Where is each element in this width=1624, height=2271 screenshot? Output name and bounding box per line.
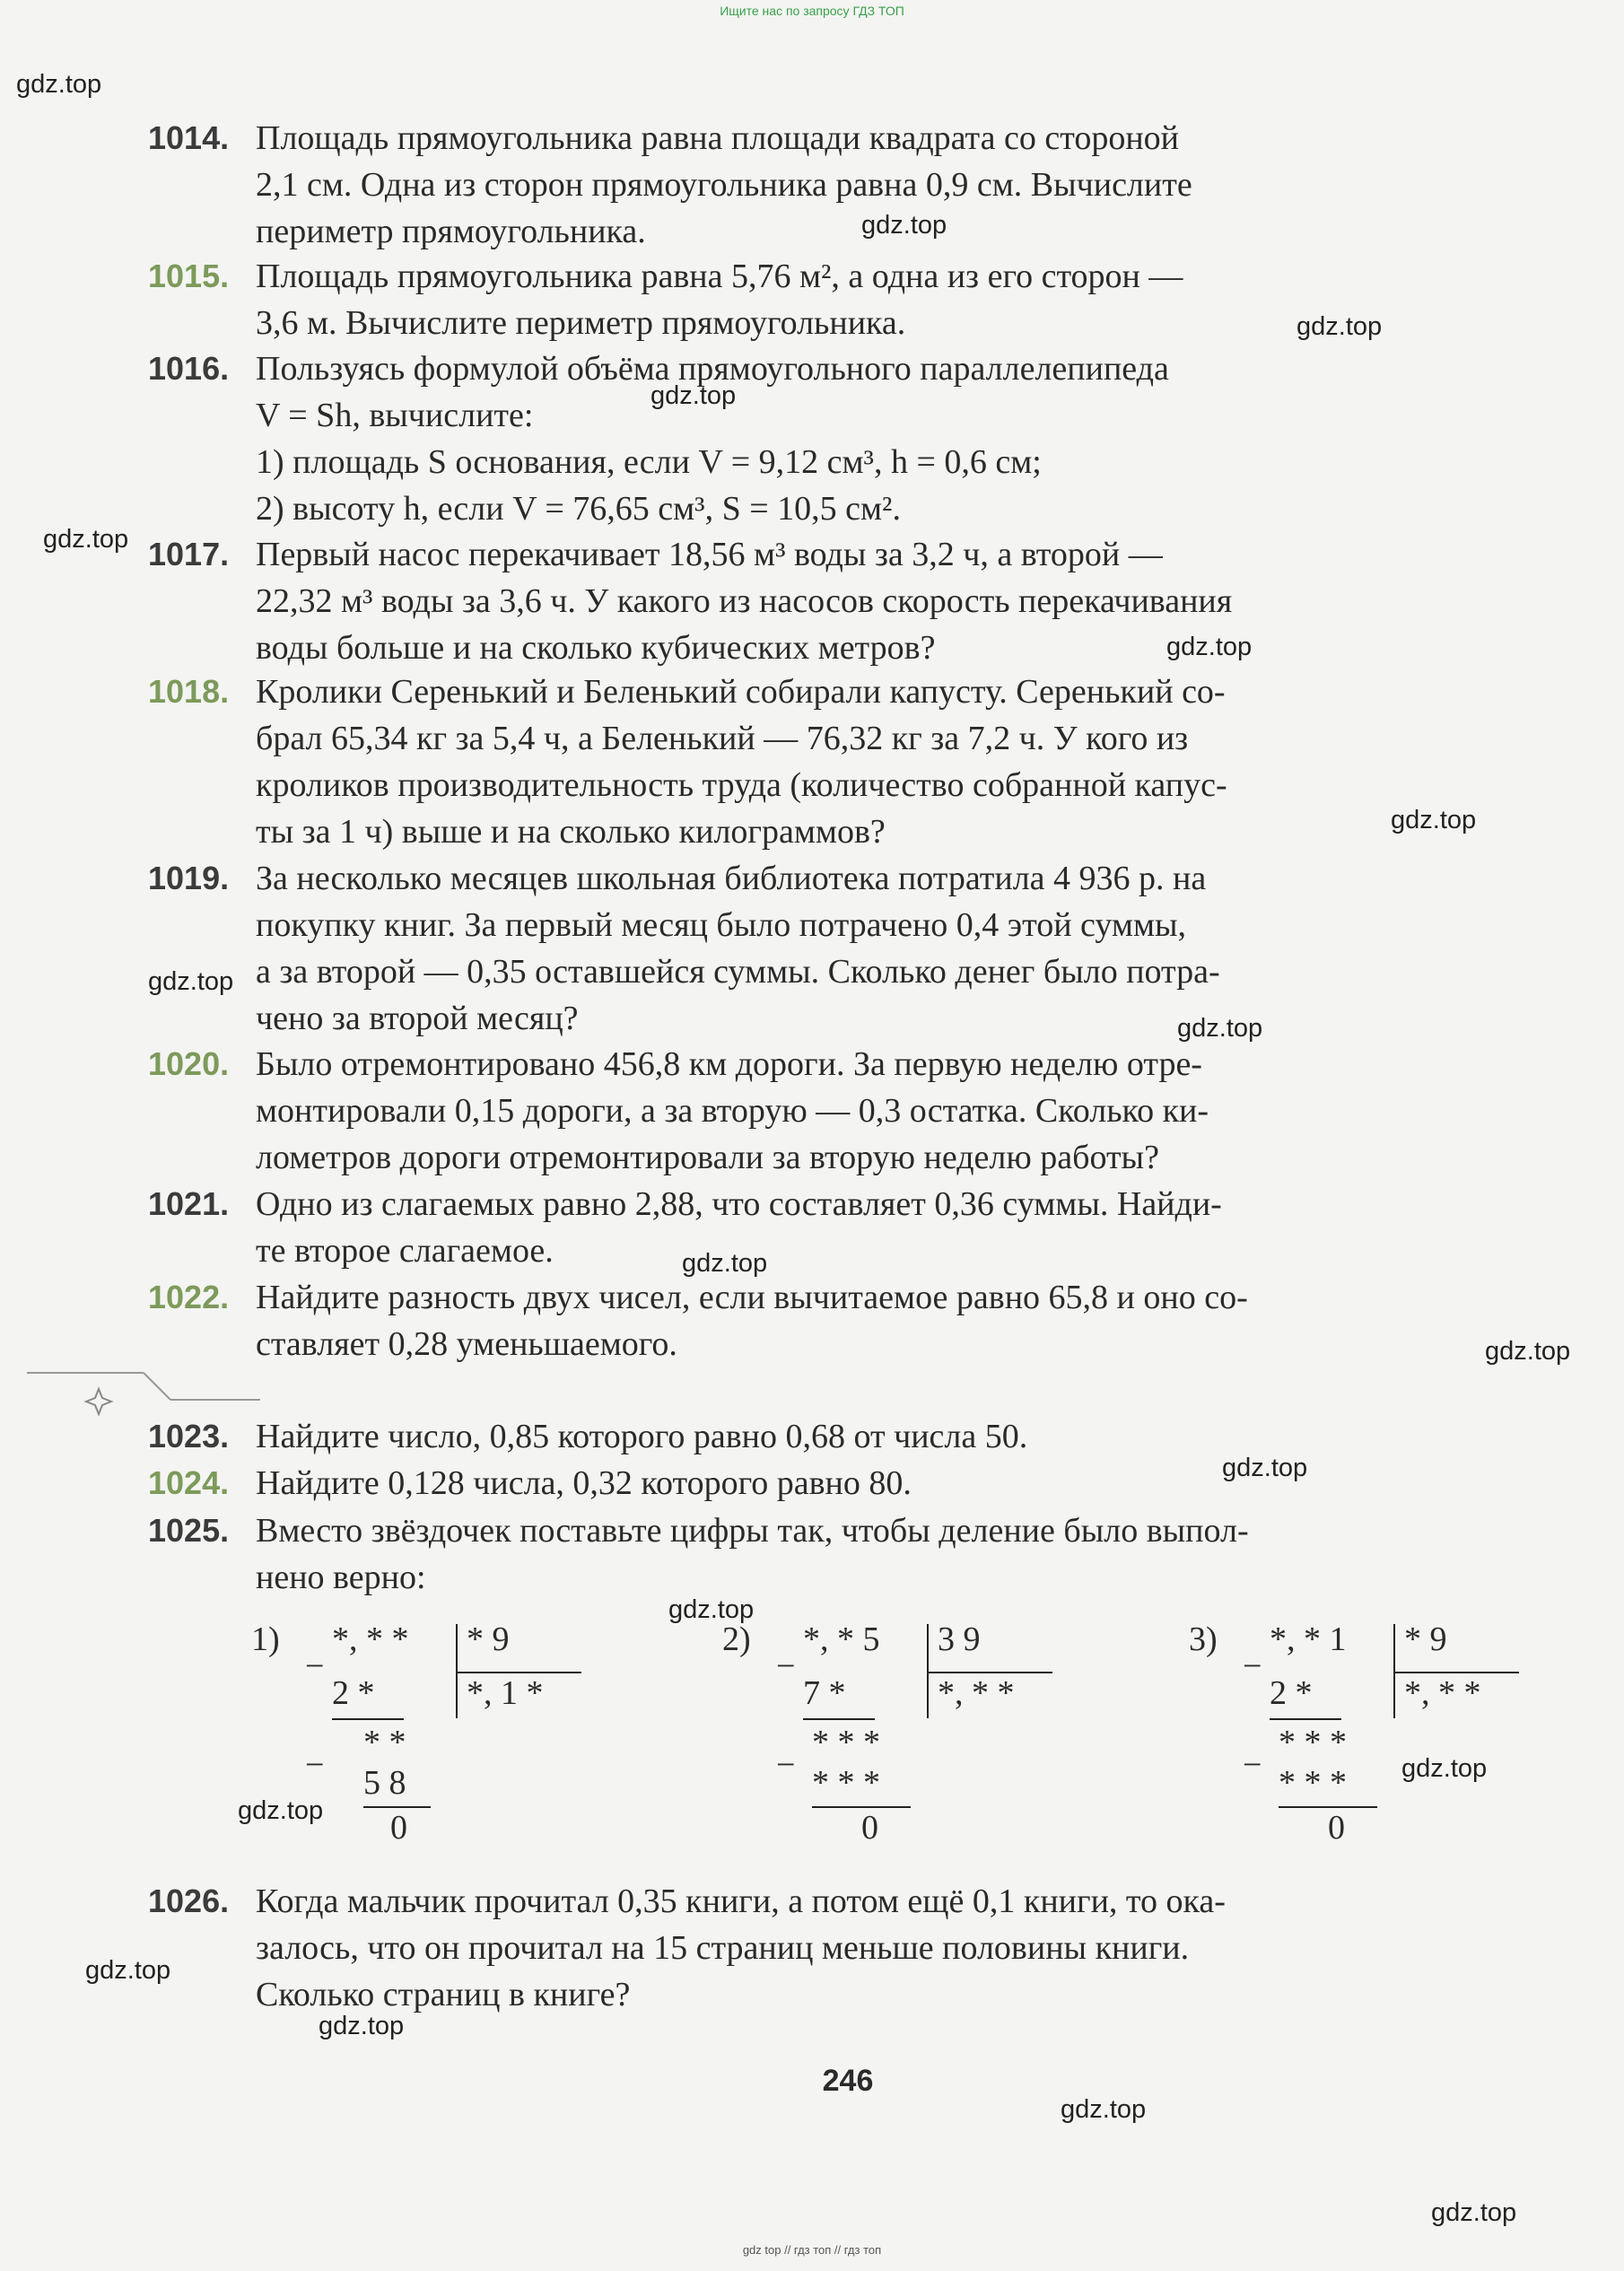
puzzle-label: 3) <box>1189 1620 1218 1658</box>
problem-1022 <box>148 1274 1561 1367</box>
bottom-banner: gdz top // гдз топ // гдз топ <box>742 2243 882 2257</box>
quotient: *, 1 * <box>467 1674 544 1712</box>
watermark: gdz.top <box>16 70 102 99</box>
watermark: gdz.top <box>1391 806 1477 834</box>
subtrahend: 5 8 <box>363 1764 406 1802</box>
problem-number: 1023. <box>148 1418 230 1454</box>
problem-line: периметр прямоугольника. <box>256 213 646 250</box>
problem-number: 1019. <box>148 860 230 896</box>
quotient: *, * * <box>938 1674 1015 1712</box>
problem-number: 1026. <box>148 1882 230 1919</box>
problem-1017 <box>148 531 1561 671</box>
watermark: gdz.top <box>1485 1337 1571 1366</box>
problem-1018 <box>148 668 1561 855</box>
watermark: gdz.top <box>1061 2095 1147 2124</box>
problem-1015 <box>148 253 1561 346</box>
problem-line: брал 65,34 кг за 5,4 ч, а Беленький — 76,32 кг за 7,2 ч. У кого из <box>256 720 1189 757</box>
watermark: gdz.top <box>238 1796 324 1825</box>
problem-line: покупку книг. За первый месяц было потрачено 0,4 этой суммы, <box>256 906 1187 944</box>
problem-line: 2,1 см. Одна из сторон прямоугольника равна 0,9 см. Вычислите <box>256 166 1192 204</box>
dividend: *, * * <box>332 1620 409 1658</box>
problem-line: те второе слагаемое. <box>256 1232 554 1270</box>
problem-line: а за второй — 0,35 оставшейся суммы. Сколько денег было потра- <box>256 953 1220 991</box>
problem-line: нено верно: <box>256 1559 426 1596</box>
underline <box>803 1718 875 1720</box>
problem-line: лометров дороги отремонтировали за вторую неделю работы? <box>256 1139 1159 1176</box>
minus-sign: − <box>1243 1647 1262 1685</box>
problem-line: Вместо звёздочек поставьте цифры так, чтобы деление было выпол- <box>256 1512 1249 1550</box>
problem-line: Было отремонтировано 456,8 км дороги. За первую неделю отре- <box>256 1045 1202 1083</box>
underline <box>1270 1718 1341 1720</box>
minus-sign: − <box>305 1746 325 1784</box>
problem-line: Найдите разность двух чисел, если вычитаемое равно 65,8 и оно со- <box>256 1279 1248 1316</box>
problem-line: 3,6 м. Вычислите периметр прямоугольника. <box>256 304 906 342</box>
minus-sign: − <box>776 1647 796 1685</box>
problem-number: 1025. <box>148 1512 230 1549</box>
problem-1016 <box>148 345 1561 532</box>
subtrahend: * * * <box>1279 1764 1347 1802</box>
watermark: gdz.top <box>148 967 234 996</box>
problem-line: За несколько месяцев школьная библиотека потратила 4 936 р. на <box>256 860 1207 897</box>
dividend: *, * 5 <box>803 1620 880 1658</box>
problem-1024 <box>148 1460 1561 1507</box>
problem-number: 1017. <box>148 536 230 572</box>
remainder: * * * <box>812 1724 880 1761</box>
problem-1014 <box>148 115 1561 255</box>
problem-number: 1020. <box>148 1045 230 1082</box>
top-banner: Ищите нас по запросу ГДЗ ТОП <box>720 4 904 18</box>
problem-line: Сколько страниц в книге? <box>256 1976 631 2013</box>
division-puzzle-2 <box>722 1620 1099 1889</box>
problem-line: воды больше и на сколько кубических метров? <box>256 629 936 667</box>
watermark: gdz.top <box>1431 2198 1517 2227</box>
subtrahend: * * * <box>812 1764 880 1802</box>
puzzle-label: 2) <box>722 1620 751 1658</box>
divisor: * 9 <box>1404 1620 1447 1658</box>
problem-1019 <box>148 855 1561 1042</box>
problem-line: V = Sh, вычислите: <box>256 397 534 434</box>
division-puzzle-3 <box>1189 1620 1566 1889</box>
subtrahend: 7 * <box>803 1674 846 1712</box>
problem-line: ты за 1 ч) выше и на сколько килограммов? <box>256 813 886 851</box>
underline <box>332 1718 404 1720</box>
problem-1026 <box>148 1878 1561 2018</box>
problem-number: 1018. <box>148 673 230 710</box>
remainder: * * * <box>1279 1724 1347 1761</box>
watermark: gdz.top <box>682 1249 768 1278</box>
watermark: gdz.top <box>319 2012 405 2040</box>
problem-line: залось, что он прочитал на 15 страниц меньше половины книги. <box>256 1929 1190 1967</box>
watermark: gdz.top <box>1222 1454 1308 1482</box>
dividend: *, * 1 <box>1270 1620 1347 1658</box>
watermark: gdz.top <box>1177 1014 1263 1043</box>
problem-line: кроликов производительность труда (количество собранной капус- <box>256 766 1227 804</box>
watermark: gdz.top <box>1297 312 1383 341</box>
problem-line: Кролики Серенький и Беленький собирали капусту. Серенький со- <box>256 673 1226 711</box>
subtrahend: 2 * <box>1270 1674 1313 1712</box>
problem-1021 <box>148 1181 1561 1274</box>
puzzle-label: 1) <box>251 1620 280 1658</box>
problem-line: Площадь прямоугольника равна площади квадрата со стороной <box>256 119 1180 157</box>
problem-1020 <box>148 1041 1561 1181</box>
watermark: gdz.top <box>43 525 129 554</box>
watermark: gdz.top <box>861 211 947 240</box>
minus-sign: − <box>305 1647 325 1685</box>
divisor: * 9 <box>467 1620 510 1658</box>
division-puzzles <box>251 1620 1507 1889</box>
problem-line: чено за второй месяц? <box>256 1000 579 1037</box>
problem-number: 1015. <box>148 258 230 294</box>
problem-line: 1) площадь S основания, если V = 9,12 см³, h = 0,6 см; <box>256 443 1042 481</box>
subtrahend: 2 * <box>332 1674 375 1712</box>
division-puzzle-1 <box>251 1620 628 1889</box>
divisor: 3 9 <box>938 1620 981 1658</box>
problem-line: Пользуясь формулой объёма прямоугольного параллелепипеда <box>256 350 1169 388</box>
remainder: * * <box>363 1724 406 1761</box>
remainder: 0 <box>861 1809 878 1847</box>
problem-1025 <box>148 1507 1561 1601</box>
problem-line: Найдите 0,128 числа, 0,32 которого равно 80. <box>256 1464 912 1502</box>
star-marker-icon <box>27 1364 260 1418</box>
problem-number: 1022. <box>148 1279 230 1315</box>
watermark: gdz.top <box>1166 633 1253 661</box>
problem-line: монтировали 0,15 дороги, а за вторую — 0,3 остатка. Сколько ки- <box>256 1092 1209 1130</box>
problem-number: 1024. <box>148 1464 230 1501</box>
problem-line: Площадь прямоугольника равна 5,76 м², а одна из его сторон — <box>256 258 1183 295</box>
minus-sign: − <box>1243 1746 1262 1784</box>
remainder: 0 <box>390 1809 407 1847</box>
problem-line: Первый насос перекачивает 18,56 м³ воды за 3,2 ч, а второй — <box>256 536 1163 573</box>
problem-1023 <box>148 1413 1561 1460</box>
watermark: gdz.top <box>1401 1754 1488 1783</box>
problem-line: Когда мальчик прочитал 0,35 книги, а потом ещё 0,1 книги, то ока- <box>256 1882 1226 1920</box>
problem-number: 1021. <box>148 1185 230 1222</box>
problem-line: Одно из слагаемых равно 2,88, что составляет 0,36 суммы. Найди- <box>256 1185 1222 1223</box>
quotient: *, * * <box>1404 1674 1481 1712</box>
watermark: gdz.top <box>85 1956 171 1985</box>
problem-number: 1016. <box>148 350 230 387</box>
watermark: gdz.top <box>650 381 737 410</box>
watermark: gdz.top <box>668 1595 755 1624</box>
remainder: 0 <box>1328 1809 1345 1847</box>
minus-sign: − <box>776 1746 796 1784</box>
problem-line: ставляет 0,28 уменьшаемого. <box>256 1325 677 1363</box>
problem-line: 2) высоту h, если V = 76,65 см³, S = 10,5 см². <box>256 490 901 528</box>
problem-number: 1014. <box>148 119 230 156</box>
problem-line: 22,32 м³ воды за 3,6 ч. У какого из насосов скорость перекачивания <box>256 582 1233 620</box>
problem-line: Найдите число, 0,85 которого равно 0,68 от числа 50. <box>256 1418 1028 1455</box>
page-number: 246 <box>822 2064 874 2098</box>
